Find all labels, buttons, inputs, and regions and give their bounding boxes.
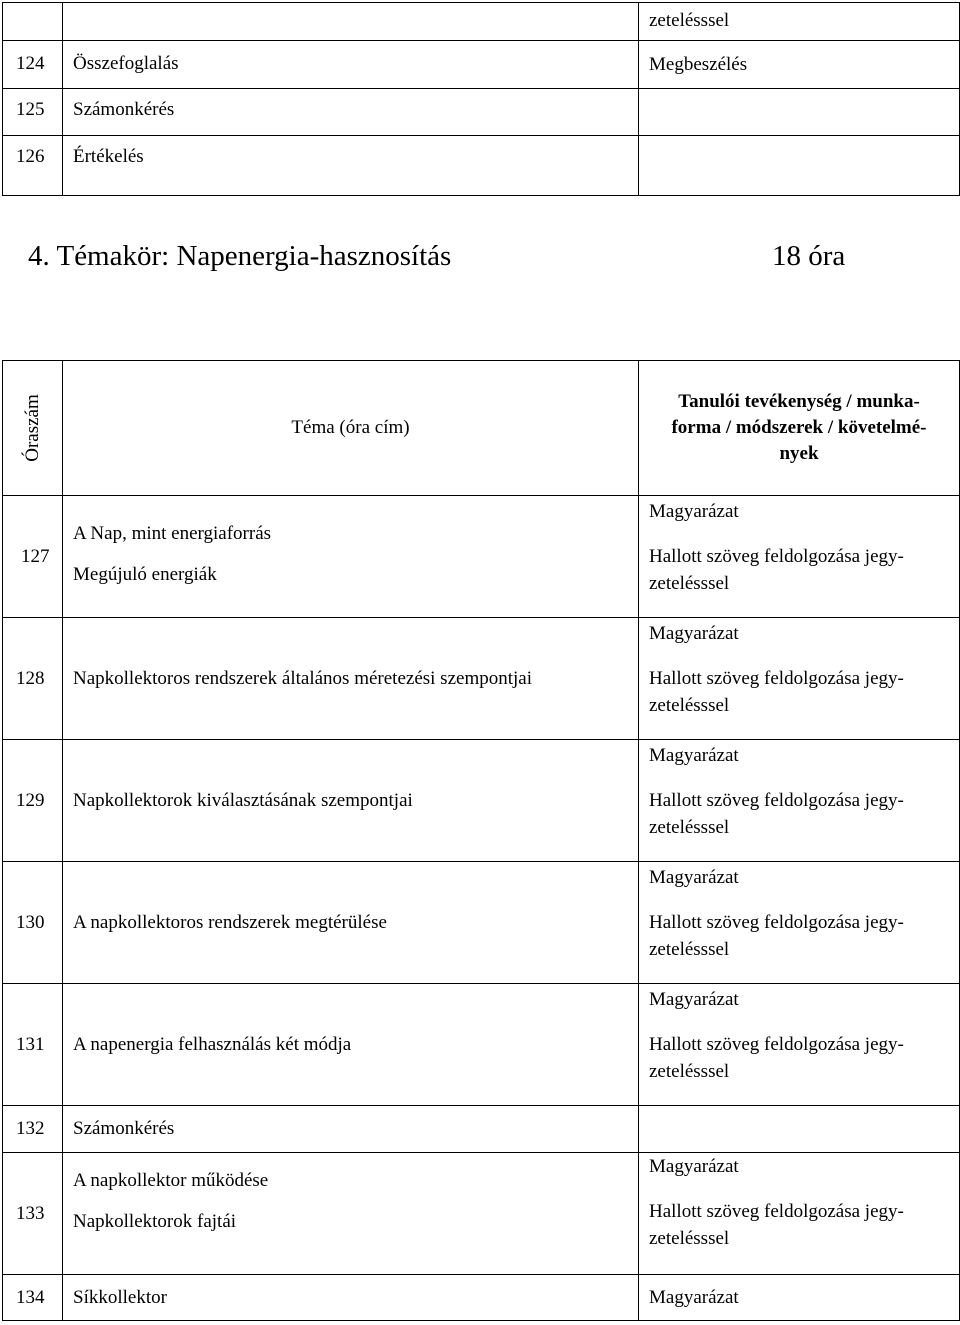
activity-line: Magyarázat <box>649 501 739 522</box>
row-number: 130 <box>3 862 63 984</box>
header-num-cell <box>3 361 63 496</box>
row-activity <box>639 1153 960 1275</box>
row-activity <box>639 3 960 41</box>
row-topic <box>63 3 639 41</box>
activity-line: zetelésssel <box>649 939 730 960</box>
activity-line: Magyarázat <box>649 745 739 766</box>
row-activity <box>639 984 960 1106</box>
row-topic <box>63 862 639 984</box>
topic-line: A Nap, mint energiaforrás <box>73 523 272 544</box>
table-row <box>3 3 960 41</box>
topic-line: A napenergia felhasználás két módja <box>73 1033 352 1055</box>
header-topic: Téma (óra cím) <box>63 361 639 496</box>
table-row <box>3 89 960 136</box>
section-title: 4. Témakör: Napenergia-hasznosítás <box>28 240 452 272</box>
main-table <box>2 360 960 1321</box>
row-activity <box>639 1106 960 1153</box>
topic-line: Síkkollektor <box>73 1286 167 1308</box>
row-topic: Számonkérés <box>63 89 639 136</box>
row-number: 126 <box>3 136 63 196</box>
table-row <box>3 1275 960 1321</box>
topic-line: A napkollektoros rendszerek megtérülése <box>73 911 387 933</box>
activity-line: Hallott szöveg feldolgozása jegy- <box>649 912 904 933</box>
table-row <box>3 496 960 618</box>
table-row <box>3 618 960 740</box>
row-number: 129 <box>3 740 63 862</box>
table-row <box>3 862 960 984</box>
header-activity-line: forma / módszerek / követelmé- <box>671 417 927 438</box>
activity-line: zetelésssel <box>649 1228 730 1249</box>
row-number: 128 <box>3 618 63 740</box>
activity-line: zetelésssel <box>649 1061 730 1082</box>
activity-line: zetelésssel <box>649 817 730 838</box>
topic-line: Napkollektoros rendszerek általános méretezési szempontjai <box>73 667 532 689</box>
activity-line: Hallott szöveg feldolgozása jegy- <box>649 790 904 811</box>
table-row <box>3 984 960 1106</box>
row-number: 133 <box>3 1153 63 1275</box>
row-topic <box>63 740 639 862</box>
table-row <box>3 136 960 196</box>
row-activity: Megbeszélés <box>639 41 960 89</box>
activity-line: zetelésssel <box>649 695 730 716</box>
row-activity <box>639 89 960 136</box>
table-row <box>3 1153 960 1275</box>
activity-line: Magyarázat <box>649 1287 739 1308</box>
table-header-row <box>3 361 960 496</box>
topic-line: A napkollektor működése <box>73 1170 269 1191</box>
top-table <box>2 2 960 196</box>
section-heading <box>0 240 960 280</box>
activity-line: Hallott szöveg feldolgozása jegy- <box>649 668 904 689</box>
row-topic <box>63 1275 639 1321</box>
row-number: 131 <box>3 984 63 1106</box>
topic-line: Napkollektorok fajtái <box>73 1211 237 1232</box>
row-topic: Értékelés <box>63 136 639 196</box>
row-activity <box>639 136 960 196</box>
table-row <box>3 740 960 862</box>
row-topic <box>63 984 639 1106</box>
row-activity <box>639 618 960 740</box>
row-activity <box>639 740 960 862</box>
activity-line: zetelésssel <box>649 573 730 594</box>
row-topic <box>63 496 639 618</box>
row-activity <box>639 1275 960 1321</box>
activity-line: Magyarázat <box>649 867 739 888</box>
row-number: 124 <box>3 41 63 89</box>
row-number: 125 <box>3 89 63 136</box>
row-activity <box>639 496 960 618</box>
header-activity-line: nyek <box>779 443 819 464</box>
activity-line: Magyarázat <box>649 623 739 644</box>
activity-line: Hallott szöveg feldolgozása jegy- <box>649 546 904 567</box>
header-activity <box>639 361 960 496</box>
header-num: Óraszám <box>21 394 43 462</box>
activity-line: Hallott szöveg feldolgozása jegy- <box>649 1034 904 1055</box>
topic-line: Megújuló energiák <box>73 564 217 585</box>
row-topic: Összefoglalás <box>63 41 639 89</box>
row-topic <box>63 618 639 740</box>
activity-line: Magyarázat <box>649 989 739 1010</box>
section-hours: 18 óra <box>772 240 846 272</box>
row-number: 127 <box>3 496 63 618</box>
row-number <box>3 3 63 41</box>
table-row <box>3 41 960 89</box>
row-topic <box>63 1153 639 1275</box>
activity-text: zetelésssel <box>649 10 730 31</box>
row-number: 132 <box>3 1106 63 1153</box>
table-row <box>3 1106 960 1153</box>
row-topic <box>63 1106 639 1153</box>
row-number: 134 <box>3 1275 63 1321</box>
topic-line: Számonkérés <box>73 1118 175 1139</box>
row-activity <box>639 862 960 984</box>
activity-line: Magyarázat <box>649 1156 739 1177</box>
activity-line: Hallott szöveg feldolgozása jegy- <box>649 1201 904 1222</box>
header-activity-line: Tanulói tevékenység / munka- <box>678 391 920 412</box>
topic-line: Napkollektorok kiválasztásának szempontjai <box>73 789 413 811</box>
